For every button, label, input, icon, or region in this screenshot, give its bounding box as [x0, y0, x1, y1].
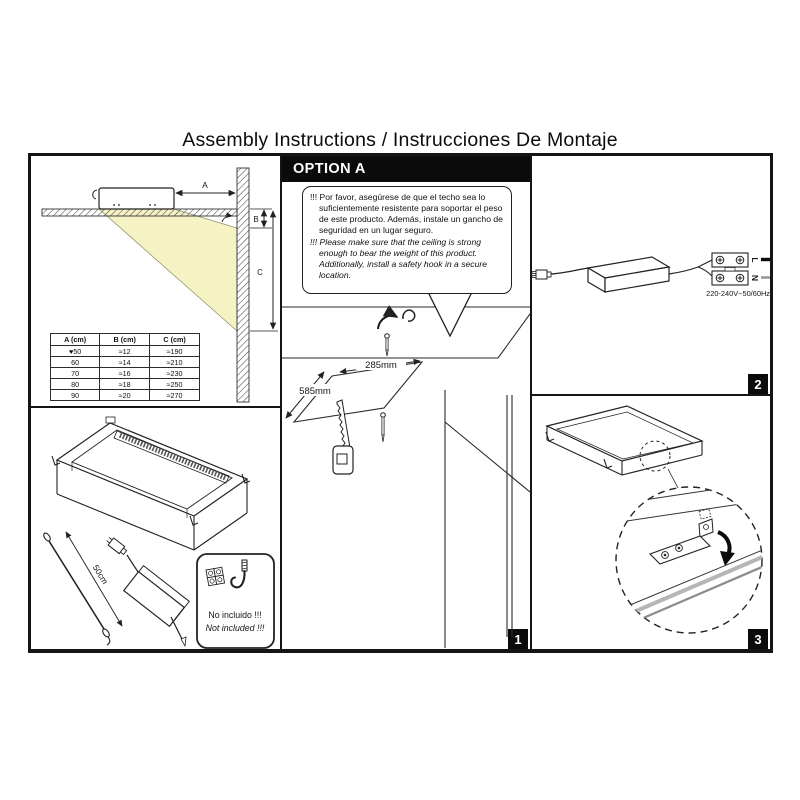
- cell: 80: [51, 379, 100, 390]
- neutral-lead: [698, 267, 712, 276]
- cell: 90: [51, 390, 100, 401]
- recessed-fixture-icon: [93, 188, 174, 209]
- live-lead: [698, 260, 712, 267]
- fixture-body-icon: [546, 406, 702, 475]
- beam-angle-mark: [222, 216, 232, 222]
- dimension-a: [176, 180, 235, 193]
- wall-section: [237, 168, 249, 402]
- cell: ♥50: [51, 346, 100, 357]
- svg-text:585mm: 585mm: [299, 386, 331, 397]
- cell: ≈14: [100, 357, 150, 368]
- room-perspective: [282, 307, 530, 648]
- output-wire: [551, 268, 588, 274]
- install-hook-arrow: [378, 310, 415, 329]
- input-wire: [669, 267, 698, 274]
- live-wire: [761, 258, 770, 261]
- live-label: L: [750, 257, 760, 263]
- cable-length-label: 50cm: [90, 562, 111, 586]
- eye-screw-bottom-icon: [381, 413, 386, 442]
- not-included-es-label: No incluido !!!: [208, 610, 262, 620]
- dimension-b: [250, 209, 272, 228]
- parts-panel: [30, 408, 278, 649]
- saw-icon: [333, 400, 353, 474]
- cell: ≈270: [150, 390, 200, 401]
- voltage-rating: 220-240V~50/60Hz: [706, 289, 770, 298]
- mounting-detail-diagram: [532, 396, 770, 649]
- option-a-header: OPTION A: [282, 156, 530, 182]
- light-beam: [99, 209, 237, 331]
- cell: ≈12: [100, 346, 150, 357]
- col-b-header: B (cm): [100, 334, 150, 346]
- beam-diagram-panel: [30, 156, 278, 406]
- neutral-wire: [761, 276, 770, 279]
- page-title: Assembly Instructions / Instrucciones De Montaje: [182, 129, 618, 151]
- ceiling-hook-icon: [403, 310, 415, 321]
- cell: ≈18: [100, 379, 150, 390]
- led-driver-icon: [588, 257, 669, 292]
- output-connector-icon: [532, 270, 551, 279]
- callout-leader-line: [668, 469, 678, 488]
- step-badge-2: 2: [748, 374, 768, 394]
- beam-diagram: [30, 156, 278, 406]
- col-c-header: C (cm): [150, 334, 200, 346]
- not-included-box: [197, 554, 274, 648]
- cell: ≈230: [150, 368, 200, 379]
- cell: ≈16: [100, 368, 150, 379]
- cell: 70: [51, 368, 100, 379]
- safety-note-english: !!! Please make sure that the ceiling is strong enough to bear the weight of this product. Additionally, install a safety hook in a secure location.: [310, 237, 487, 280]
- driver-wiring-diagram: [532, 156, 770, 394]
- step-badge-1: 1: [508, 629, 528, 649]
- safety-note-spanish: !!! Por favor, asegúrese de que el techo sea lo suficientemente resistente para soportar el peso de este producto. Además, instale un gancho de seguridad en un lugar seguro.: [310, 192, 503, 235]
- eye-screw-top-icon: [385, 334, 390, 356]
- fixture-frame-icon: [52, 417, 250, 550]
- note-bubble-tail: [428, 292, 472, 336]
- svg-text:285mm: 285mm: [365, 360, 397, 371]
- svg-text:A: A: [202, 180, 208, 190]
- cell: ≈20: [100, 390, 150, 401]
- step-badge-3: 3: [748, 629, 768, 649]
- frame-bottom: [28, 649, 773, 653]
- cut-width-dimension: [340, 359, 420, 372]
- option-a-panel: [282, 156, 530, 649]
- not-included-en-label: Not included !!!: [205, 623, 265, 633]
- ceiling-section: [42, 209, 237, 216]
- cell: ≈250: [150, 379, 200, 390]
- dimension-c: [250, 211, 278, 331]
- col-a-header: A (cm): [51, 334, 100, 346]
- terminal-blocks-icon: [712, 253, 748, 285]
- cell: 60: [51, 357, 100, 368]
- driver-wiring-panel: [532, 156, 770, 394]
- wire-connector-icon: [206, 567, 225, 586]
- parts-diagram: [30, 408, 278, 649]
- cell: ≈210: [150, 357, 200, 368]
- frame-right: [770, 153, 773, 653]
- driver-part-icon: [105, 535, 189, 646]
- svg-text:C: C: [257, 268, 263, 277]
- svg-text:B: B: [253, 215, 259, 224]
- cell: ≈190: [150, 346, 200, 357]
- mounting-detail-panel: [532, 396, 770, 649]
- neutral-label: N: [750, 274, 760, 282]
- safety-note-bubble: [302, 186, 512, 294]
